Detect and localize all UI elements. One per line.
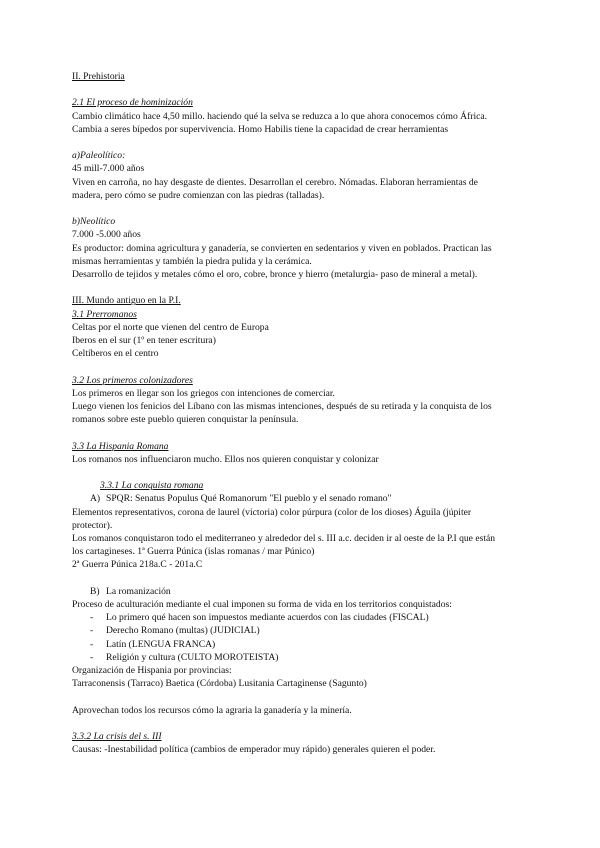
- subheading-paleolitico: a)Paleolítico:: [72, 150, 126, 162]
- subheading-crisis: 3.3.2 La crisis del s. III: [72, 731, 162, 742]
- bullet-text: Derecho Romano (multas) (JUDICIAL): [106, 625, 260, 637]
- bullet-marker: -: [90, 625, 94, 637]
- list-item-text: La romanización: [106, 585, 171, 597]
- section-heading-prehistoria: II. Prehistoria: [72, 71, 125, 82]
- bullet-item: [72, 611, 532, 624]
- paragraph-line: Iberos en el sur (1º en tener escritura): [72, 335, 216, 346]
- bullet-text: Latín (LENGUA FRANCA): [106, 638, 216, 650]
- paragraph-line: Es productor: domina agricultura y ganadería, se convierten en sedentarios y viven en poblados. Practican las: [72, 242, 492, 254]
- paragraph-line: madera, pero cómo se pudre comienzan con las piedras (talladas).: [72, 189, 325, 201]
- paragraph-line: Organización de Hispania por provincias:: [72, 665, 232, 677]
- paragraph-line: mismas herramientas y también la piedra pulida y la cerámica.: [72, 255, 312, 267]
- paragraph-line: Tarraconensis (Tarraco) Baetica (Córdoba) Lusitania Cartaginense (Sagunto): [72, 678, 367, 690]
- list-item-text: SPQR: Senatus Populus Qué Romanorum "El pueblo y el senado romano": [106, 493, 392, 505]
- paragraph-line: Causas: -Inestabilidad política (cambios de emperador muy rápido) generales quieren el poder.: [72, 744, 436, 756]
- bullet-text: Lo primero qué hacen son impuestos mediante acuerdos con las ciudades (FISCAL): [106, 612, 429, 624]
- paragraph-line: Celtas por el norte que vienen del centro de Europa: [72, 321, 269, 333]
- bullet-marker: -: [90, 638, 94, 650]
- section-heading-mundo-antiguo: III. Mundo antiguo en la P.I.: [72, 295, 181, 307]
- paragraph-line: Luego vienen los fenicios del Líbano con las mismas intenciones, después de su retirada y la conquista de los: [72, 401, 492, 412]
- paragraph-line: Proceso de aculturación mediante el cual imponen su forma de vida en los territorios conquistados:: [72, 599, 452, 610]
- subheading-neolitico: b)Neolítico: [72, 216, 116, 228]
- paragraph-line: Celtíberos en el centro: [72, 348, 159, 360]
- paragraph-line: Los romanos conquistaron todo el mediterraneo y alrededor del s. III a.c. deciden ir al oeste de la P.I que están: [72, 533, 496, 544]
- paragraph-line: Los primeros en llegar son los griegos con intenciones de comerciar.: [72, 387, 335, 399]
- paragraph-line: Cambio climático hace 4,50 millo. haciendo qué la selva se reduzca a lo que ahora conocemos cómo África.: [72, 110, 488, 122]
- subheading-colonizadores: 3.2 Los primeros colonizadores: [72, 374, 193, 386]
- bullet-item: [72, 638, 532, 651]
- paragraph-line: Desarrollo de tejidos y metales cómo el oro, cobre, bronce y hierro (metalurgia- paso de mineral a metal).: [72, 269, 478, 280]
- paragraph-line: 2ª Guerra Púnica 218a.C - 201a.C: [72, 559, 203, 571]
- paragraph-line: los cartagineses. 1ª Guerra Púnica (islas romanas / mar Púnico): [72, 546, 315, 558]
- paragraph-line: 45 mill-7.000 años: [72, 163, 145, 175]
- bullet-text: Religión y cultura (CULTO MOROTEISTA): [106, 651, 279, 663]
- paragraph-line: Viven en carroña, no hay desgaste de dientes. Desarrollan el cerebro. Nómadas. Elaboran herramientas de: [72, 176, 478, 188]
- bullet-marker: -: [90, 651, 94, 663]
- subheading-conquista-romana: 3.3.1 La conquista romana: [100, 480, 204, 492]
- list-item-a: [72, 492, 532, 505]
- subheading-prerromanos: 3.1 Prerromanos: [72, 308, 137, 320]
- paragraph-line: protector).: [72, 519, 113, 531]
- list-marker: A): [90, 493, 101, 505]
- paragraph-line: Aprovechan todos los recursos cómo la agraria la ganadería y la minería.: [72, 704, 352, 716]
- list-marker: B): [90, 585, 100, 597]
- paragraph-line: 7.000 -5.000 años: [72, 229, 141, 241]
- paragraph-line: Elementos representativos, corona de laurel (victoria) color púrpura (color de los dioses) Águila (júpiter: [72, 506, 472, 518]
- list-item-b: [72, 585, 532, 598]
- document-page: [72, 70, 532, 756]
- bullet-marker: -: [90, 612, 94, 624]
- paragraph-line: Cambia a seres bípedos por supervivencia. Homo Habilis tiene la capacidad de crear herramientas: [72, 123, 449, 135]
- subheading-hominizacion: 2.1 El proceso de hominización: [72, 97, 193, 109]
- bullet-item: [72, 624, 532, 637]
- bullet-item: [72, 651, 532, 664]
- paragraph-line: romanos sobre este pueblo quieren conquistar la península.: [72, 414, 299, 426]
- paragraph-line: Los romanos nos influenciaron mucho. Ellos nos quieren conquistar y colonizar: [72, 453, 379, 465]
- subheading-hispania-romana: 3.3 La Hispania Romana: [72, 440, 169, 452]
